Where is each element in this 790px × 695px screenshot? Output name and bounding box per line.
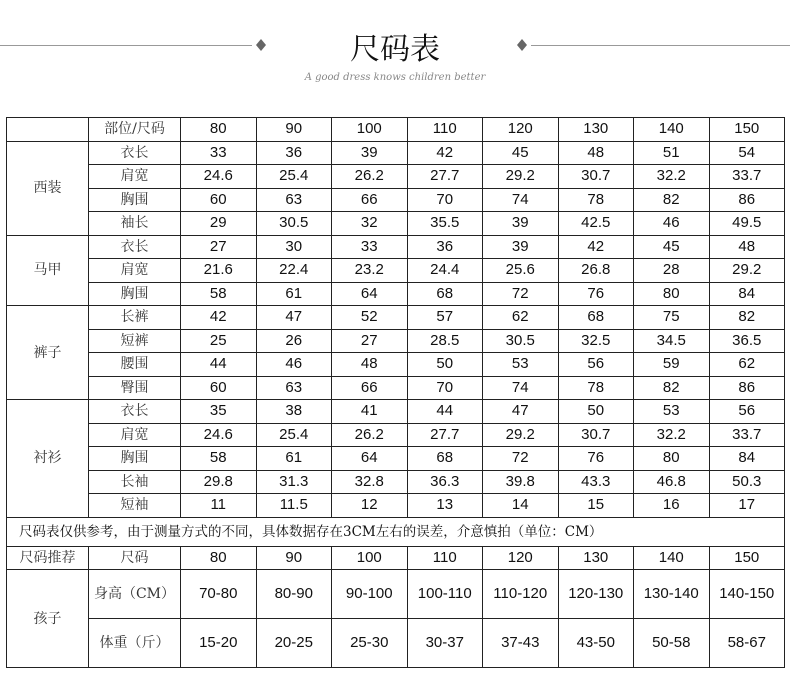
value-cell: 34.5 xyxy=(634,329,710,353)
value-cell: 25.4 xyxy=(256,165,332,189)
value-cell: 33 xyxy=(181,141,257,165)
value-cell: 42 xyxy=(407,141,483,165)
size-header: 130 xyxy=(558,546,634,570)
measure-label: 身高（CM） xyxy=(89,570,181,619)
value-cell: 61 xyxy=(256,282,332,306)
value-cell: 45 xyxy=(483,141,559,165)
corner-label: 部位/尺码 xyxy=(89,118,181,142)
measure-label: 短裤 xyxy=(89,329,181,353)
value-cell: 74 xyxy=(483,376,559,400)
value-cell: 63 xyxy=(256,376,332,400)
value-cell: 11 xyxy=(181,494,257,518)
value-cell: 57 xyxy=(407,306,483,330)
measure-label: 衣长 xyxy=(89,141,181,165)
value-cell: 28 xyxy=(634,259,710,283)
value-cell: 43.3 xyxy=(558,470,634,494)
value-cell: 16 xyxy=(634,494,710,518)
value-cell: 64 xyxy=(332,447,408,471)
value-cell: 39 xyxy=(483,235,559,259)
size-chart xyxy=(6,117,785,668)
table-row xyxy=(7,353,785,377)
size-header: 120 xyxy=(483,546,559,570)
measure-label: 短袖 xyxy=(89,494,181,518)
value-cell: 52 xyxy=(332,306,408,330)
size-label: 尺码 xyxy=(89,546,181,570)
value-cell: 120-130 xyxy=(558,570,634,619)
value-cell: 80-90 xyxy=(256,570,332,619)
value-cell: 46.8 xyxy=(634,470,710,494)
table-row xyxy=(7,282,785,306)
value-cell: 31.3 xyxy=(256,470,332,494)
value-cell: 17 xyxy=(709,494,785,518)
value-cell: 49.5 xyxy=(709,212,785,236)
value-cell: 78 xyxy=(558,188,634,212)
value-cell: 35.5 xyxy=(407,212,483,236)
size-header: 110 xyxy=(407,546,483,570)
table-row xyxy=(7,188,785,212)
table-row xyxy=(7,165,785,189)
group-label: 衬衫 xyxy=(7,400,89,518)
size-header: 140 xyxy=(634,118,710,142)
value-cell: 15-20 xyxy=(181,619,257,668)
value-cell: 66 xyxy=(332,376,408,400)
value-cell: 86 xyxy=(709,188,785,212)
value-cell: 13 xyxy=(407,494,483,518)
value-cell: 47 xyxy=(256,306,332,330)
value-cell: 110-120 xyxy=(483,570,559,619)
value-cell: 33.7 xyxy=(709,423,785,447)
measure-label: 胸围 xyxy=(89,188,181,212)
value-cell: 62 xyxy=(709,353,785,377)
value-cell: 30.7 xyxy=(558,423,634,447)
value-cell: 45 xyxy=(634,235,710,259)
value-cell: 72 xyxy=(483,282,559,306)
table-row xyxy=(7,400,785,424)
measure-label: 肩宽 xyxy=(89,259,181,283)
measure-label: 腰围 xyxy=(89,353,181,377)
note-row xyxy=(7,517,785,546)
table-row xyxy=(7,470,785,494)
value-cell: 15 xyxy=(558,494,634,518)
value-cell: 39.8 xyxy=(483,470,559,494)
value-cell: 54 xyxy=(709,141,785,165)
table-row xyxy=(7,329,785,353)
value-cell: 26.8 xyxy=(558,259,634,283)
value-cell: 50 xyxy=(407,353,483,377)
value-cell: 60 xyxy=(181,188,257,212)
value-cell: 100-110 xyxy=(407,570,483,619)
value-cell: 66 xyxy=(332,188,408,212)
value-cell: 53 xyxy=(483,353,559,377)
value-cell: 25 xyxy=(181,329,257,353)
value-cell: 42.5 xyxy=(558,212,634,236)
value-cell: 56 xyxy=(558,353,634,377)
value-cell: 64 xyxy=(332,282,408,306)
recommend-row xyxy=(7,570,785,619)
value-cell: 46 xyxy=(634,212,710,236)
value-cell: 21.6 xyxy=(181,259,257,283)
value-cell: 22.4 xyxy=(256,259,332,283)
value-cell: 42 xyxy=(181,306,257,330)
value-cell: 86 xyxy=(709,376,785,400)
value-cell: 30.5 xyxy=(256,212,332,236)
value-cell: 48 xyxy=(558,141,634,165)
value-cell: 46 xyxy=(256,353,332,377)
value-cell: 58-67 xyxy=(709,619,785,668)
value-cell: 56 xyxy=(709,400,785,424)
measure-label: 臀围 xyxy=(89,376,181,400)
value-cell: 53 xyxy=(634,400,710,424)
divider-right xyxy=(531,45,790,46)
measure-label: 长裤 xyxy=(89,306,181,330)
value-cell: 58 xyxy=(181,447,257,471)
value-cell: 36.5 xyxy=(709,329,785,353)
value-cell: 50.3 xyxy=(709,470,785,494)
value-cell: 28.5 xyxy=(407,329,483,353)
measure-label: 体重（斤） xyxy=(89,619,181,668)
value-cell: 30.7 xyxy=(558,165,634,189)
value-cell: 14 xyxy=(483,494,559,518)
value-cell: 29.2 xyxy=(483,165,559,189)
group-label: 裤子 xyxy=(7,306,89,400)
value-cell: 29.2 xyxy=(483,423,559,447)
value-cell: 30 xyxy=(256,235,332,259)
size-header: 100 xyxy=(332,546,408,570)
value-cell: 68 xyxy=(407,282,483,306)
value-cell: 32.2 xyxy=(634,165,710,189)
value-cell: 44 xyxy=(407,400,483,424)
value-cell: 36.3 xyxy=(407,470,483,494)
size-header: 110 xyxy=(407,118,483,142)
value-cell: 29.2 xyxy=(709,259,785,283)
value-cell: 27.7 xyxy=(407,165,483,189)
group-label: 西装 xyxy=(7,141,89,235)
size-header: 80 xyxy=(181,546,257,570)
value-cell: 25.6 xyxy=(483,259,559,283)
table-row xyxy=(7,376,785,400)
value-cell: 80 xyxy=(634,447,710,471)
value-cell: 44 xyxy=(181,353,257,377)
value-cell: 24.6 xyxy=(181,423,257,447)
value-cell: 76 xyxy=(558,447,634,471)
value-cell: 24.6 xyxy=(181,165,257,189)
value-cell: 42 xyxy=(558,235,634,259)
measure-label: 衣长 xyxy=(89,400,181,424)
measure-label: 胸围 xyxy=(89,282,181,306)
table-row xyxy=(7,494,785,518)
value-cell: 70-80 xyxy=(181,570,257,619)
value-cell: 27 xyxy=(181,235,257,259)
value-cell: 35 xyxy=(181,400,257,424)
value-cell: 59 xyxy=(634,353,710,377)
size-header: 100 xyxy=(332,118,408,142)
value-cell: 25-30 xyxy=(332,619,408,668)
group-label: 孩子 xyxy=(7,570,89,668)
value-cell: 32 xyxy=(332,212,408,236)
value-cell: 50-58 xyxy=(634,619,710,668)
value-cell: 90-100 xyxy=(332,570,408,619)
value-cell: 38 xyxy=(256,400,332,424)
table-row xyxy=(7,212,785,236)
value-cell: 72 xyxy=(483,447,559,471)
group-label: 马甲 xyxy=(7,235,89,306)
value-cell: 70 xyxy=(407,376,483,400)
value-cell: 48 xyxy=(332,353,408,377)
value-cell: 82 xyxy=(634,188,710,212)
value-cell: 37-43 xyxy=(483,619,559,668)
value-cell: 30.5 xyxy=(483,329,559,353)
value-cell: 12 xyxy=(332,494,408,518)
value-cell: 76 xyxy=(558,282,634,306)
value-cell: 62 xyxy=(483,306,559,330)
value-cell: 27 xyxy=(332,329,408,353)
value-cell: 47 xyxy=(483,400,559,424)
table-row xyxy=(7,141,785,165)
subtitle: A good dress knows children better xyxy=(304,72,486,83)
value-cell: 51 xyxy=(634,141,710,165)
size-header: 130 xyxy=(558,118,634,142)
value-cell: 24.4 xyxy=(407,259,483,283)
measure-label: 胸围 xyxy=(89,447,181,471)
value-cell: 84 xyxy=(709,447,785,471)
size-header: 90 xyxy=(256,546,332,570)
measure-label: 肩宽 xyxy=(89,423,181,447)
corner-cell xyxy=(7,118,89,142)
table-row xyxy=(7,447,785,471)
value-cell: 26.2 xyxy=(332,165,408,189)
size-header: 140 xyxy=(634,546,710,570)
value-cell: 41 xyxy=(332,400,408,424)
value-cell: 26.2 xyxy=(332,423,408,447)
value-cell: 75 xyxy=(634,306,710,330)
header-row xyxy=(7,118,785,142)
value-cell: 29.8 xyxy=(181,470,257,494)
value-cell: 36 xyxy=(407,235,483,259)
value-cell: 30-37 xyxy=(407,619,483,668)
value-cell: 20-25 xyxy=(256,619,332,668)
note-text: 尺码表仅供参考，由于测量方式的不同，具体数据存在3CM左右的误差，介意慎拍（单位：CM） xyxy=(7,517,785,546)
measure-label: 长袖 xyxy=(89,470,181,494)
size-header: 120 xyxy=(483,118,559,142)
recommend-header-row xyxy=(7,546,785,570)
value-cell: 68 xyxy=(407,447,483,471)
value-cell: 29 xyxy=(181,212,257,236)
table-row xyxy=(7,423,785,447)
recommend-title: 尺码推荐 xyxy=(7,546,89,570)
value-cell: 32.2 xyxy=(634,423,710,447)
value-cell: 70 xyxy=(407,188,483,212)
measure-label: 肩宽 xyxy=(89,165,181,189)
value-cell: 78 xyxy=(558,376,634,400)
value-cell: 11.5 xyxy=(256,494,332,518)
value-cell: 140-150 xyxy=(709,570,785,619)
recommend-row xyxy=(7,619,785,668)
value-cell: 82 xyxy=(709,306,785,330)
table-row xyxy=(7,235,785,259)
value-cell: 33.7 xyxy=(709,165,785,189)
value-cell: 39 xyxy=(483,212,559,236)
value-cell: 50 xyxy=(558,400,634,424)
value-cell: 130-140 xyxy=(634,570,710,619)
value-cell: 25.4 xyxy=(256,423,332,447)
value-cell: 32.8 xyxy=(332,470,408,494)
size-header: 150 xyxy=(709,546,785,570)
value-cell: 23.2 xyxy=(332,259,408,283)
value-cell: 27.7 xyxy=(407,423,483,447)
table-row xyxy=(7,306,785,330)
value-cell: 26 xyxy=(256,329,332,353)
value-cell: 84 xyxy=(709,282,785,306)
value-cell: 60 xyxy=(181,376,257,400)
value-cell: 33 xyxy=(332,235,408,259)
value-cell: 82 xyxy=(634,376,710,400)
value-cell: 61 xyxy=(256,447,332,471)
value-cell: 63 xyxy=(256,188,332,212)
value-cell: 48 xyxy=(709,235,785,259)
value-cell: 74 xyxy=(483,188,559,212)
size-header: 80 xyxy=(181,118,257,142)
value-cell: 58 xyxy=(181,282,257,306)
size-header: 150 xyxy=(709,118,785,142)
value-cell: 80 xyxy=(634,282,710,306)
page-title: 尺码表 xyxy=(350,32,440,67)
table-row xyxy=(7,259,785,283)
value-cell: 43-50 xyxy=(558,619,634,668)
measure-label: 袖长 xyxy=(89,212,181,236)
measure-label: 衣长 xyxy=(89,235,181,259)
value-cell: 68 xyxy=(558,306,634,330)
size-header: 90 xyxy=(256,118,332,142)
value-cell: 32.5 xyxy=(558,329,634,353)
value-cell: 36 xyxy=(256,141,332,165)
value-cell: 39 xyxy=(332,141,408,165)
